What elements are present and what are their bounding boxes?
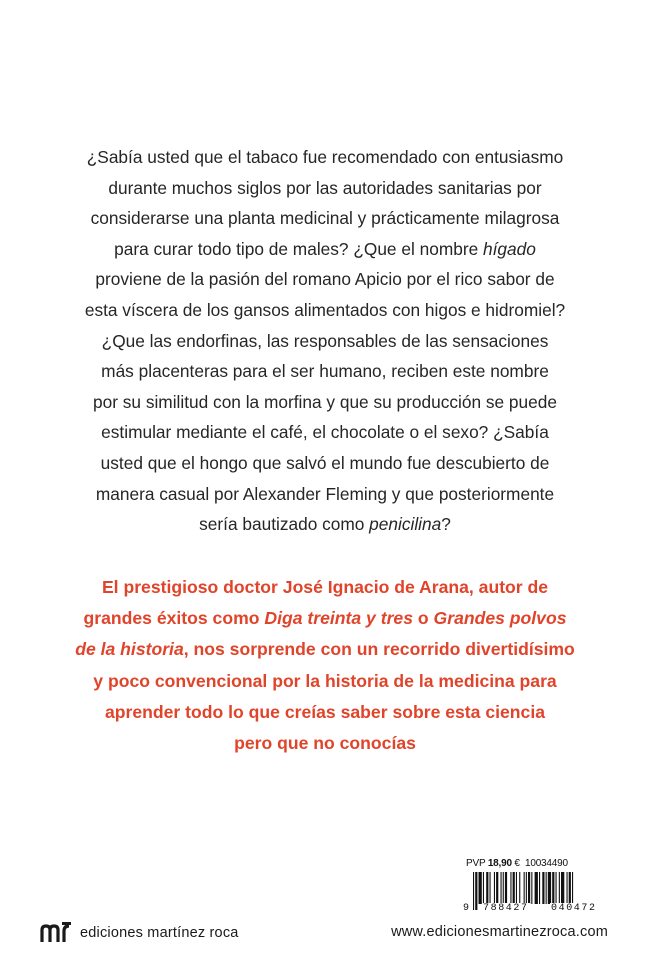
publisher-block <box>40 922 239 944</box>
barcode-bar <box>505 872 507 904</box>
price-label <box>466 858 568 869</box>
body-line-10 <box>40 417 610 448</box>
barcode-bar <box>479 872 482 904</box>
isbn-group-left: 788427 <box>483 903 529 914</box>
barcode-bar <box>559 872 560 904</box>
body-line-7 <box>40 326 610 357</box>
body-text-segment: ¿Sabía usted que el tabaco fue recomendado con entusiasmo <box>86 147 564 167</box>
product-code: 10034490 <box>524 858 568 869</box>
barcode-bar <box>546 872 547 904</box>
body-text-segment: manera casual por Alexander Fleming y que posteriormente <box>95 483 555 504</box>
body-line-1 <box>40 142 610 173</box>
barcode-bar <box>503 872 504 904</box>
book-title-grandes-polvos: Grandes polvos <box>433 608 567 629</box>
body-text-segment: sería bautizado como <box>199 514 370 535</box>
publisher-name: ediciones martínez roca <box>80 925 239 941</box>
barcode-bar <box>561 872 564 904</box>
barcode-bar <box>490 872 491 904</box>
publisher-logo <box>40 922 72 944</box>
body-text-segment: esta víscera de los gansos alimentados con higos e hidromiel? <box>84 299 566 320</box>
barcode-bar <box>556 872 557 904</box>
blurb-line-4: y poco convencional por la historia de la medicina para <box>93 670 557 691</box>
barcode-bar <box>519 872 520 904</box>
body-line-5 <box>40 264 610 295</box>
back-cover-body-text <box>40 142 610 540</box>
barcode-bar <box>475 872 477 910</box>
blurb-line-1: El prestigioso doctor José Ignacio de Arana, autor de <box>101 577 549 597</box>
barcode-bar <box>567 872 568 904</box>
price-prefix: PVP <box>466 858 488 869</box>
author-blurb <box>40 572 610 759</box>
body-text-segment: considerarse una planta medicinal y prácticamente milagrosa <box>90 208 560 229</box>
blurb-line-2 <box>40 603 610 634</box>
body-line-8 <box>40 356 610 387</box>
blurb-line-3 <box>40 634 610 665</box>
body-line-12 <box>40 479 610 510</box>
price-amount: 18,90 <box>487 858 512 869</box>
blurb-text: , nos sorprende con un recorrido divertidísimo <box>183 639 575 660</box>
book-title-de-la-historia: de la historia <box>75 639 184 660</box>
body-text-segment: para curar todo tipo de males? ¿Que el nombre <box>114 238 483 259</box>
barcode-bar <box>548 872 551 904</box>
body-line-6 <box>40 295 610 326</box>
barcode-bar <box>510 872 511 904</box>
body-line-11 <box>40 448 610 479</box>
body-text-segment: usted que el hongo que salvó el mundo fue descubierto de <box>100 452 550 473</box>
body-text-segment: ¿Que las endorfinas, las responsables de las sensaciones <box>101 330 549 351</box>
barcode-bar <box>496 872 498 904</box>
barcode-bar <box>501 872 502 904</box>
blurb-text: grandes éxitos como <box>83 608 265 629</box>
blurb-text: o <box>413 608 434 629</box>
italic-term: penicilina <box>369 514 442 535</box>
barcode-bar <box>531 872 532 904</box>
barcode-bar <box>528 872 530 904</box>
body-text-segment: proviene de la pasión del romano Apicio por el rico sabor de <box>95 269 555 290</box>
barcode-bar <box>486 872 488 904</box>
book-title-diga-treinta-y-tres: Diga treinta y tres <box>264 608 413 629</box>
italic-term: hígado <box>483 238 536 259</box>
body-line-2 <box>40 173 610 204</box>
isbn-group-right: 040472 <box>551 903 597 914</box>
barcode-bar <box>473 872 474 910</box>
blurb-line-5: aprender todo lo que creías saber sobre esta ciencia <box>104 701 545 722</box>
barcode-bar <box>494 872 495 904</box>
body-text-segment: más placenteras para el ser humano, reciben este nombre <box>101 361 549 382</box>
barcode-bar <box>542 872 544 904</box>
barcode-bar <box>569 872 571 904</box>
price-currency: € <box>511 858 520 869</box>
blurb-line-6: pero que no conocías <box>234 733 416 754</box>
barcode-bar <box>483 872 484 904</box>
body-text-segment: estimular mediante el café, el chocolate o el sexo? ¿Sabía <box>101 422 549 443</box>
barcode-bar <box>539 872 540 904</box>
body-text-segment: durante muchos siglos por las autoridades sanitarias por <box>108 177 542 198</box>
barcode-bar <box>516 872 517 904</box>
body-line-3 <box>40 203 610 234</box>
body-text-segment: ? <box>441 514 451 535</box>
barcode-bar <box>552 872 554 904</box>
barcode-bar <box>513 872 515 904</box>
isbn-lead-digit: 9 <box>463 903 470 914</box>
barcode-bar <box>535 872 538 904</box>
body-line-9 <box>40 387 610 418</box>
body-text-segment: por su similitud con la morfina y que su producción se puede <box>93 391 557 412</box>
publisher-website: www.edicionesmartinezroca.com <box>391 924 608 940</box>
body-line-4 <box>40 234 610 265</box>
body-line-13 <box>40 509 610 540</box>
